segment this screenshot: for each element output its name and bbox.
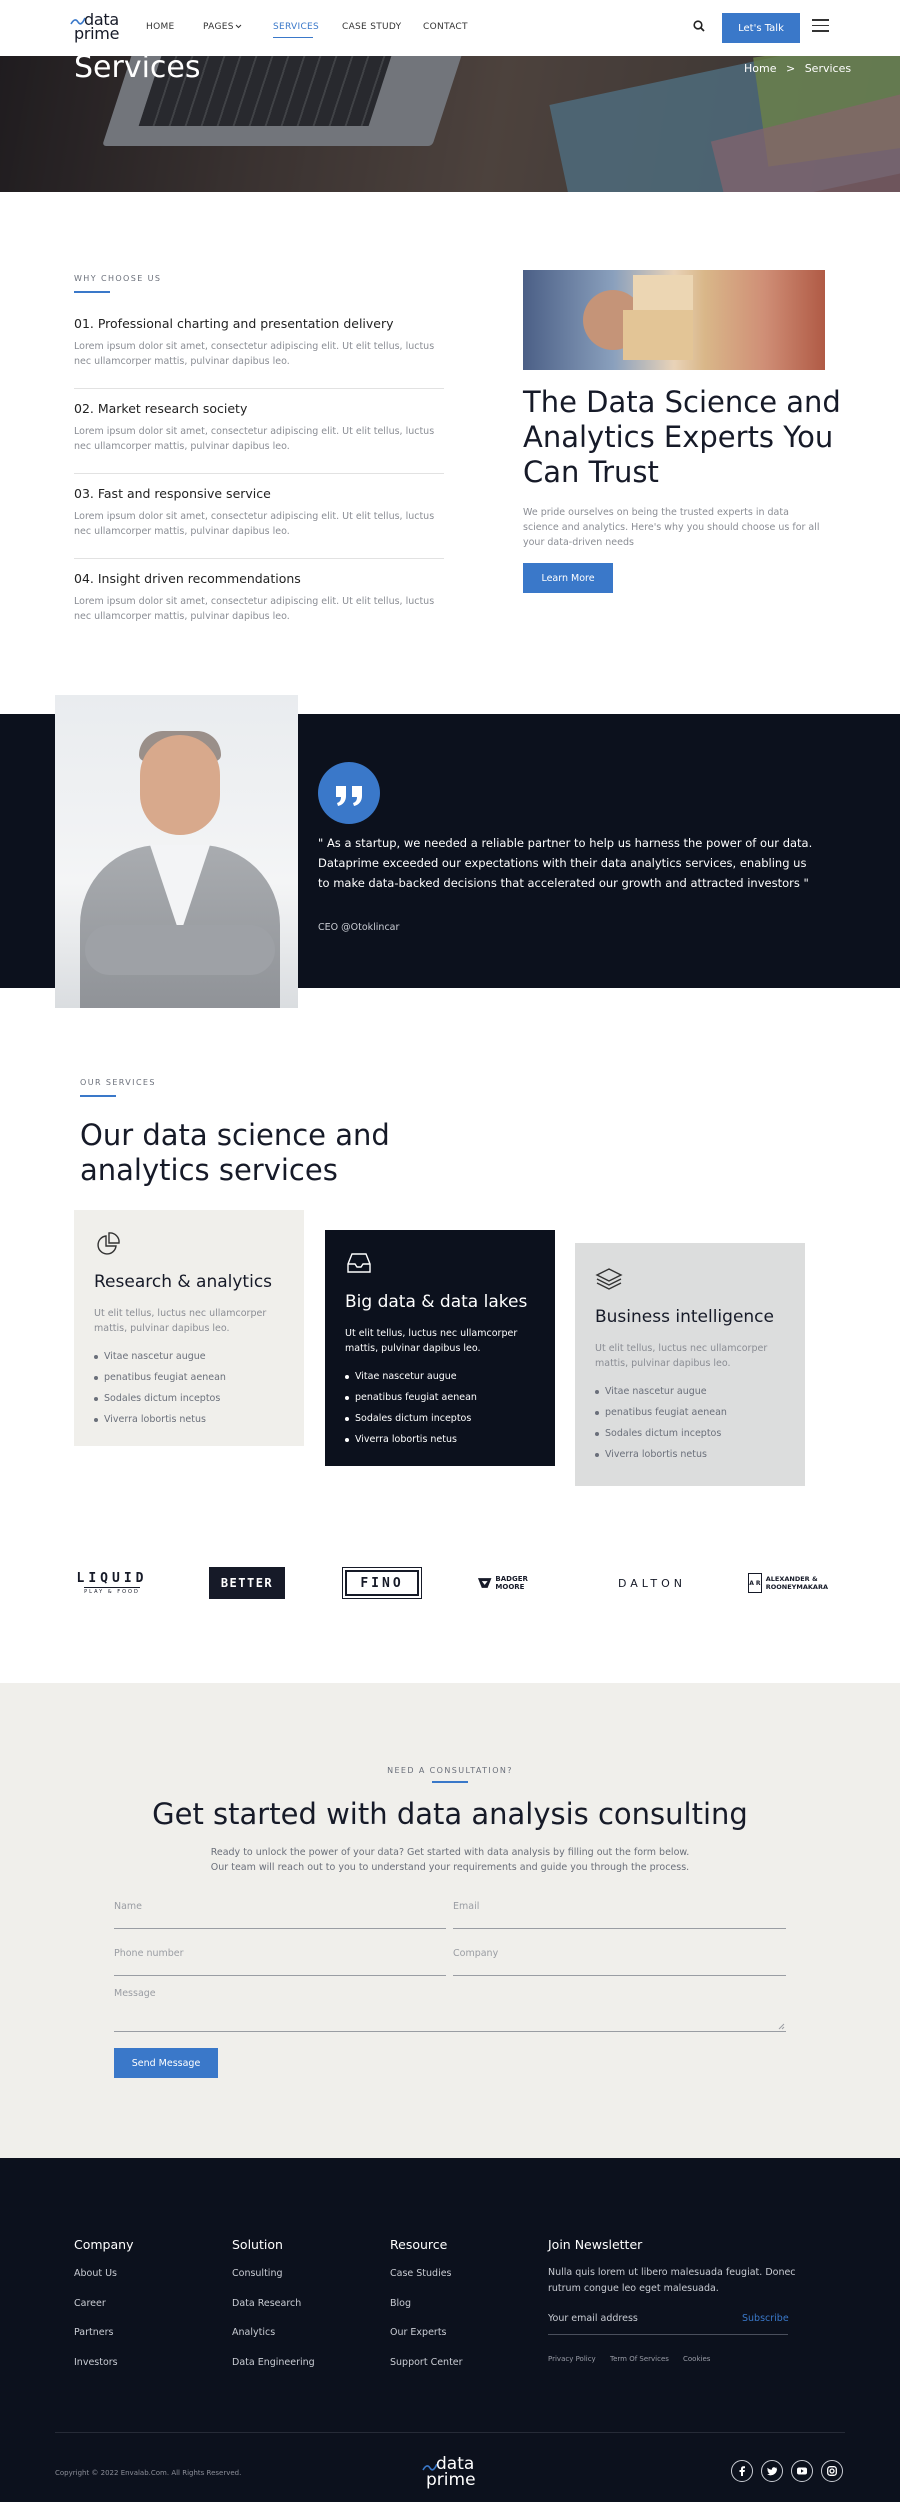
youtube-icon[interactable] [791,2460,813,2482]
consult-eyebrow: NEED A CONSULTATION? [387,1766,513,1775]
footer-col-title: Resource [390,2237,448,2252]
nav-pages[interactable]: PAGES [203,22,234,32]
cookies-link[interactable]: Cookies [683,2355,711,2363]
services-eyebrow: OUR SERVICES [80,1078,156,1087]
service-card-title: Business intelligence [595,1307,774,1327]
list-item: penatibus feugiat aenean [345,1387,477,1408]
nav-home[interactable]: HOME [146,22,175,32]
list-item: Sodales dictum inceptos [94,1388,226,1409]
newsletter-text: Nulla quis lorem ut libero malesuada feugiat. Donec rutrum congue leo eget malesuada. [548,2267,796,2294]
facebook-icon[interactable] [731,2460,753,2482]
phone-field[interactable]: Phone number [114,1946,446,1976]
services-eyebar [80,1095,116,1097]
why-item-text: Lorem ipsum dolor sit amet, consectetur adipiscing elit. Ut elit tellus, luctus nec ullamcorper mattis, pulvinar dapibus leo. [74,341,435,367]
email-field[interactable]: Email [453,1899,786,1929]
list-item: Viverra lobortis netus [94,1409,226,1430]
service-card-list [94,1346,226,1430]
name-field[interactable]: Name [114,1899,446,1929]
footer-link[interactable]: Blog [390,2298,411,2309]
footer-link[interactable]: Analytics [232,2327,276,2338]
footer-link[interactable]: Case Studies [390,2268,452,2279]
list-item: Sodales dictum inceptos [345,1408,477,1429]
company-field[interactable]: Company [453,1946,786,1976]
message-field[interactable] [114,1986,786,2032]
footer-link[interactable]: Consulting [232,2268,283,2279]
service-card-list [345,1366,477,1450]
page-title: Services [74,50,201,85]
footer-link[interactable]: Data Engineering [232,2357,315,2368]
chevron-down-icon [235,24,242,29]
photo-head [140,735,220,835]
send-message-button[interactable]: Send Message [114,2048,218,2078]
logo-text-prime: prime [74,24,120,43]
service-card-research[interactable] [74,1210,304,1446]
testimonial-quote: " As a startup, we needed a reliable partner to help us harness the power of our data. Dataprime exceeded our expectations with their data analytics services, enabling us to make data-backed decisions that accelerated our growth and attracted investors " [318,836,813,890]
ceo-photo [55,695,298,1008]
why-paragraph: We pride ourselves on being the trusted experts in data science and analytics. Here's why you should choose us for all your data-driven needs [523,507,820,548]
why-item-title: 01. Professional charting and presentation delivery [74,316,394,331]
why-item [74,486,444,539]
client-logo-dalton: DALTON [617,1576,687,1590]
message-placeholder: Message [114,1988,156,1999]
breadcrumb-separator: > [785,62,796,75]
logo-text-data: data [84,10,119,29]
consult-subtitle [200,1845,700,1875]
twitter-icon[interactable] [761,2460,783,2482]
divider [74,388,444,389]
list-item: penatibus feugiat aenean [94,1367,226,1388]
why-item-title: 02. Market research society [74,401,248,416]
service-card-text: Ut elit tellus, luctus nec ullamcorper mattis, pulvinar dapibus leo. [94,1308,267,1334]
logo-badger-text: BADGER MOORE [495,1575,528,1591]
footer-link[interactable]: Our Experts [390,2327,447,2338]
boxes-photo [523,270,825,370]
service-card-title: Big data & data lakes [345,1292,528,1312]
list-item: Sodales dictum inceptos [595,1423,727,1444]
consult-sub-line2: Our team will reach out to you to understand your requirements and guide you through the process. [210,1862,690,1873]
privacy-policy-link[interactable]: Privacy Policy [548,2355,596,2363]
list-item: Vitae nascetur augue [94,1346,226,1367]
footer-col-title: Solution [232,2237,283,2252]
instagram-icon[interactable] [821,2460,843,2482]
divider [74,558,444,559]
client-logo-liquid [72,1568,152,1598]
divider [74,473,444,474]
terms-link[interactable]: Term Of Services [610,2355,669,2363]
footer-col-title: Company [74,2237,134,2252]
subscribe-button[interactable]: Subscribe [742,2313,789,2324]
service-card-title: Research & analytics [94,1272,273,1292]
logo-ar-mark: A R [748,1573,762,1593]
photo-box-bottom [623,310,693,360]
service-card-text: Ut elit tellus, luctus nec ullamcorper mattis, pulvinar dapibus leo. [595,1343,768,1369]
footer-divider [55,2432,845,2433]
footer-col-title: Join Newsletter [548,2237,643,2252]
logo-ar-line2: ROONEYMAKARA [765,1583,828,1591]
why-item [74,401,444,454]
service-card-list [595,1381,727,1465]
footer-link[interactable]: Support Center [390,2357,463,2368]
copyright-text: Copyright © 2022 Envalab.Com. All Rights Reserved. [55,2469,242,2477]
service-card-bi[interactable] [575,1243,805,1486]
nav-services[interactable]: SERVICES [273,22,320,32]
inbox-icon [345,1250,373,1276]
menu-icon[interactable] [812,19,829,32]
why-eyebar [74,291,110,293]
logo-liquid-text: LIQUID [76,1571,148,1586]
why-item-text: Lorem ipsum dolor sit amet, consectetur adipiscing elit. Ut elit tellus, luctus nec ullamcorper mattis, pulvinar dapibus leo. [74,511,435,537]
breadcrumb-current: Services [804,62,852,75]
client-logo-badger [477,1568,557,1598]
pie-chart-icon [94,1230,122,1258]
footer-link[interactable]: Investors [74,2357,118,2368]
list-item: Viverra lobortis netus [345,1429,477,1450]
list-item: Vitae nascetur augue [345,1366,477,1387]
breadcrumb-home[interactable]: Home [744,62,777,75]
why-item-text: Lorem ipsum dolor sit amet, consectetur adipiscing elit. Ut elit tellus, luctus nec ullamcorper mattis, pulvinar dapibus leo. [74,596,435,622]
nav-case-study[interactable]: CASE STUDY [342,22,402,32]
consult-title: Get started with data analysis consulting [152,1797,748,1831]
why-item-title: 04. Insight driven recommendations [74,571,301,586]
why-item [74,571,444,624]
consult-eyebar [432,1781,468,1783]
why-item-title: 03. Fast and responsive service [74,486,271,501]
consult-sub-line1: Ready to unlock the power of your data? Get started with data analysis by filling out the form below. [210,1847,690,1858]
lets-talk-button[interactable]: Let's Talk [722,13,800,43]
photo-arms [85,925,275,975]
services-heading: Our data science and analytics services [80,1118,390,1187]
footer-link[interactable]: Career [74,2298,106,2309]
footer-logo-data: data [436,2454,475,2474]
list-item: Viverra lobortis netus [595,1444,727,1465]
layers-icon [595,1267,623,1291]
footer-link[interactable]: Data Research [232,2298,302,2309]
why-heading: The Data Science and Analytics Experts You Can Trust [523,385,841,489]
client-logo-fino: FINO [345,1570,419,1596]
list-item: penatibus feugiat aenean [595,1402,727,1423]
search-icon[interactable] [693,20,705,32]
client-logo-better: BETTER [209,1567,285,1599]
list-item: Vitae nascetur augue [595,1381,727,1402]
photo-box-top [633,275,693,310]
footer-link[interactable]: About Us [74,2268,118,2279]
nav-active-underline [273,37,313,38]
logo-liquid-sub: PLAY & FOOD [84,1589,140,1595]
learn-more-button[interactable]: Learn More [523,563,613,593]
breadcrumb [744,62,851,75]
newsletter-email-input[interactable]: Your email address [548,2313,788,2335]
service-card-bigdata[interactable] [325,1230,555,1466]
logo[interactable] [70,11,118,45]
footer-logo-prime: prime [426,2470,476,2490]
resize-handle-icon[interactable] [778,2023,785,2030]
why-item-text: Lorem ipsum dolor sit amet, consectetur adipiscing elit. Ut elit tellus, luctus nec ullamcorper mattis, pulvinar dapibus leo. [74,426,435,452]
footer-logo[interactable] [422,2456,480,2490]
badger-icon [477,1576,492,1590]
quote-icon [318,762,380,824]
nav-contact[interactable]: CONTACT [423,22,468,32]
footer-link[interactable]: Partners [74,2327,114,2338]
why-eyebrow: WHY CHOOSE US [74,274,162,283]
service-card-text: Ut elit tellus, luctus nec ullamcorper mattis, pulvinar dapibus leo. [345,1328,518,1354]
testimonial-author: CEO @Otoklincar [318,922,400,933]
site-header [0,0,900,56]
why-item [74,316,444,369]
logo-ar-line1: ALEXANDER & [765,1575,818,1583]
client-logo-ar [748,1568,828,1598]
